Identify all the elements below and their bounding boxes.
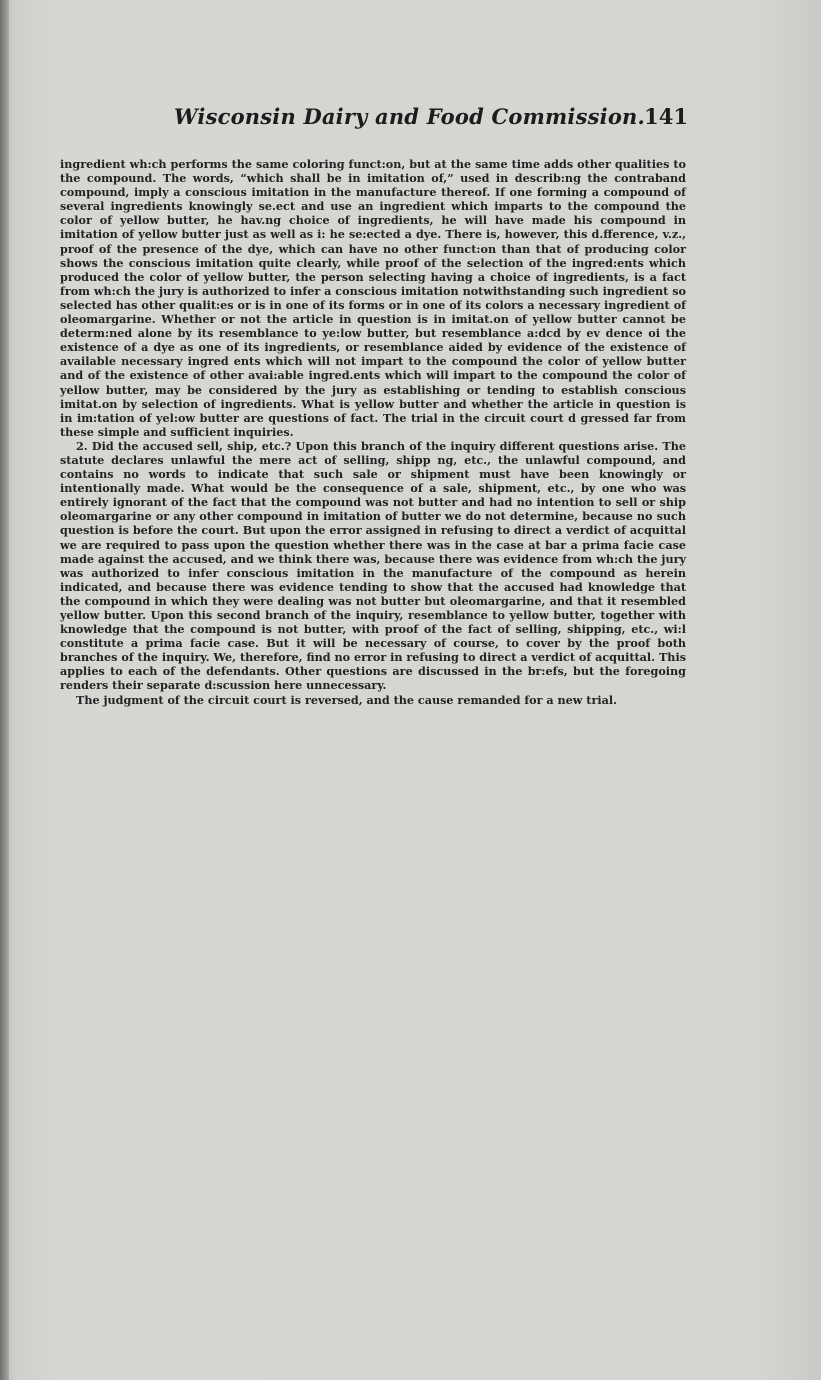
paragraph-judgment: The judgment of the circuit court is reversed, and the cause remanded for a new trial. [76, 692, 618, 707]
page-number: 141 [644, 104, 688, 129]
paragraph-continuation: ingredient wh:ch performs the same coloring funct:on, but at the same time adds other qualities to the compound. The words, “which shall be in imitation of,” used in describ:ng the contraband compound, imply a conscious imitation in the manufacture thereof. If one forming a compound of several ingredients knowingly se.ect and use an ingredient which imparts to the compound the color of yellow butter, he hav.ng choice of ingredients, he will have made his compound in imitation of yellow butter just as well as i: he se:ected a dye. There is, however, this d.fference, v.z., proof of the presence of the dye, which can have no other funct:on than that of producing color shows the conscious imitation quite clearly, while proof of the selection of the ingred:ents which produced the color of yellow butter, the person selecting having a choice of ingredients, is a fact from wh:ch the jury is authorized to infer a conscious imitation notwithstanding such ingredient so selected has other qualit:es or is in one of its forms or in one of its colors a necessary ingredient of oleomargarine. Whether or not the article in question is in imitat.on of yellow butter cannot be determ:ned alone by its resemblance to ye:low butter, but resemblance a:dcd by ev dence oi the existence of a dye as one of its ingredients, or resemblance aided by evidence of the existence of available necessary ingred ents which will not impart to the compound the color of yellow butter and of the existence of other avai:able ingred.ents which will impart to the compound the color of yellow butter, may be considered by the jury as establishing or tending to establish conscious imitat.on by selection of ingredients. What is yellow butter and whether the article in question is in im:tation of yel:ow butter are questions of fact. The trial in the circuit court d gressed far from these simple and sufficient inquiries. [60, 157, 686, 439]
running-header [60, 104, 688, 136]
paragraph-second-branch: 2. Did the accused sell, ship, etc.? Upon this branch of the inquiry different questions arise. The statute declares unlawful the mere act of selling, shipp ng, etc., the unlawful compound, and contains no words to indicate that such sale or shipment must have been knowingly or intentionally made. What would be the consequence of a sale, shipment, etc., by one who was entirely ignorant of the fact that the compound was not butter and had no intention to sell or ship oleomargarine or any other compound in imitation of butter we do not determine, because no such question is before the court. But upon the error assigned in refusing to direct a verdict of acquittal we are required to pass upon the question whether there was in the case at bar a prima facie case made against the accused, and we think there was, because there was evidence from wh:ch the jury was authorized to infer conscious imitation in the manufacture of the compound as herein indicated, and because there was evidence tending to show that the accused had knowledge that the compound in which they were dealing was not butter but oleomargarine, and that it resembled yellow butter. Upon this second branch of the inquiry, resemblance to yellow butter, together with knowledge that the compound is not butter, with proof of the fact of selling, shipping, etc., wi:l constitute a prima facie case. But it will be necessary of course, to cover by the proof both branches of the inquiry. We, therefore, find no error in refusing to direct a verdict of acquittal. This applies to each of the defendants. Other questions are discussed in the br:efs, but the foregoing renders their separate d:scussion here unnecessary. [60, 438, 686, 693]
body-text [60, 157, 686, 707]
page-spine-shadow [0, 0, 9, 1380]
running-title: Wisconsin Dairy and Food Commission. [174, 104, 646, 129]
